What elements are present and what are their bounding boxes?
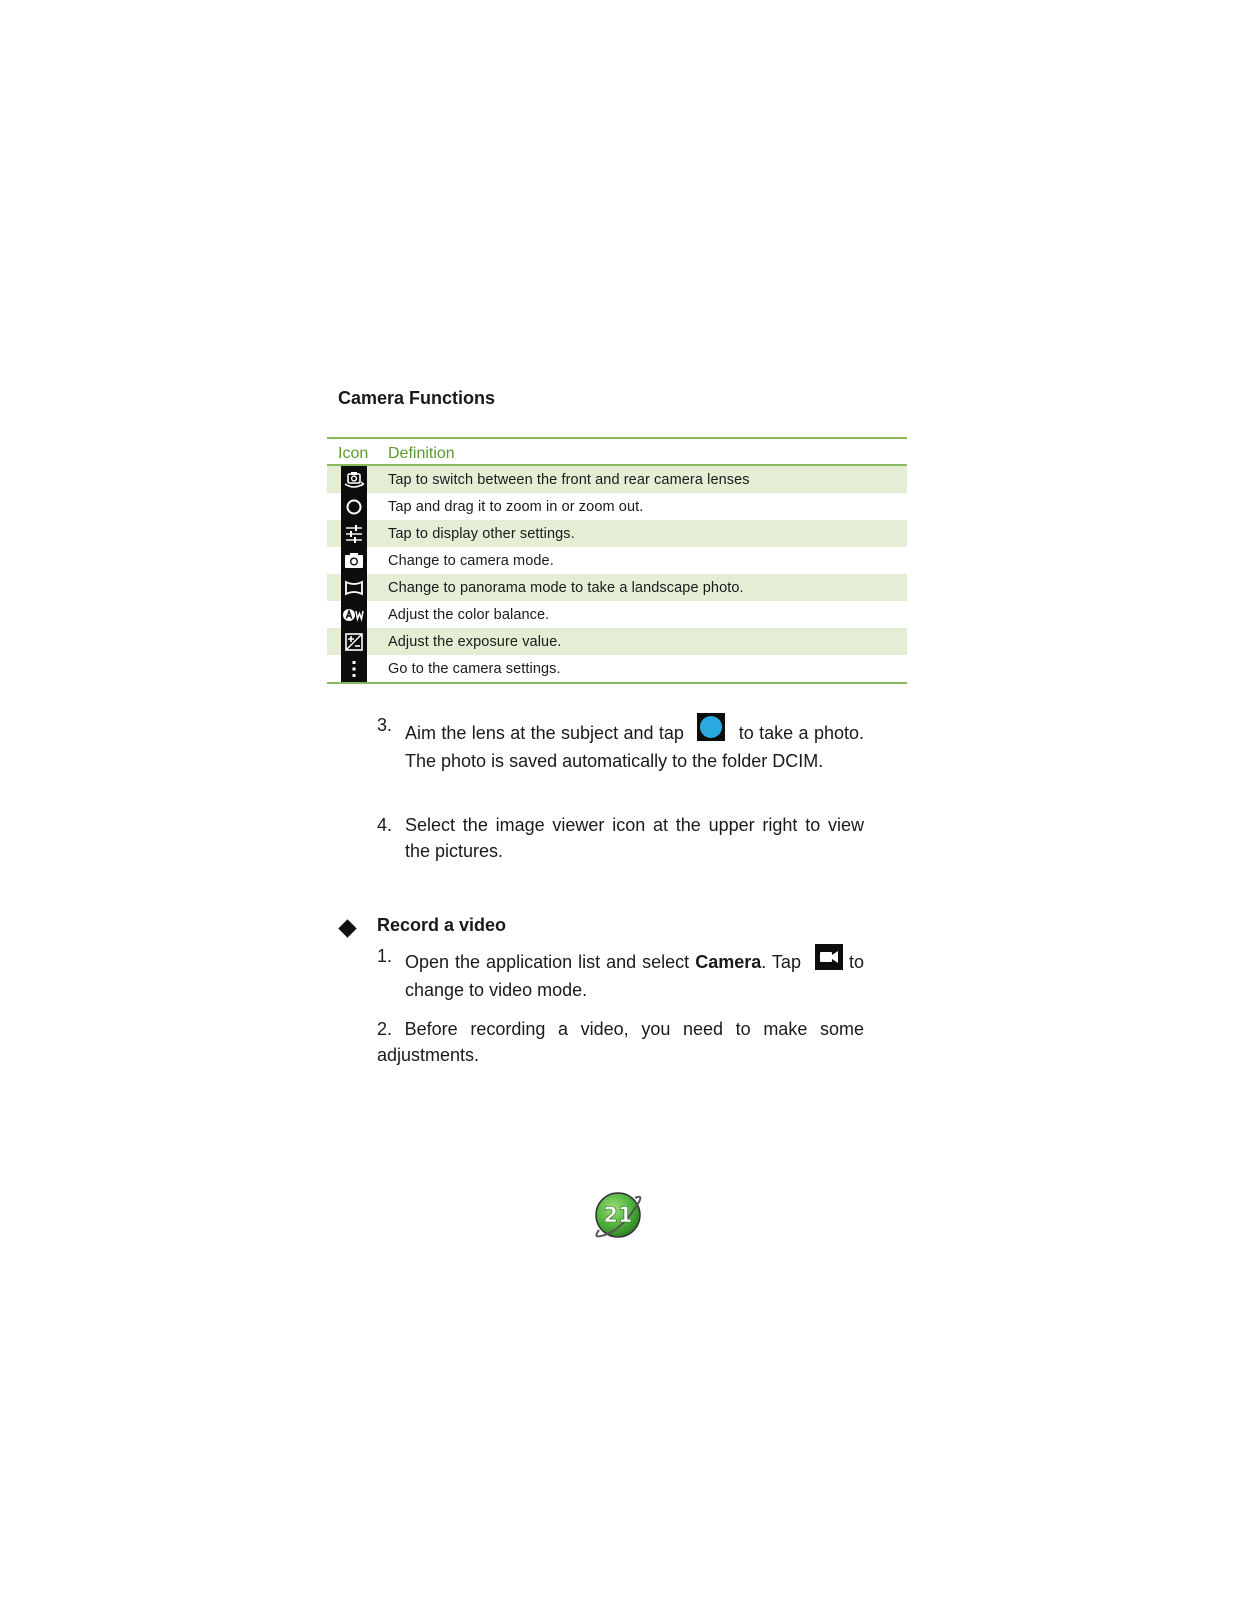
step-4 — [377, 813, 864, 864]
step-text: Select the image viewer icon at the upper right to view the pictures. — [405, 815, 864, 861]
white-balance-icon — [341, 601, 367, 628]
page-number-badge — [591, 1188, 645, 1247]
switch-camera-icon — [341, 466, 367, 493]
more-options-icon — [341, 655, 367, 682]
exposure-icon — [341, 628, 367, 655]
definition-text: Adjust the exposure value. — [388, 633, 562, 650]
header-definition: Definition — [388, 445, 455, 462]
record-step-2 — [377, 1017, 864, 1068]
zoom-ring-icon — [341, 493, 367, 520]
step-number: 4. — [377, 815, 393, 835]
header-icon: Icon — [338, 445, 369, 462]
camera-app-name: Camera — [695, 952, 762, 972]
camera-mode-icon — [341, 547, 367, 574]
step-text-mid: . Tap — [761, 952, 801, 972]
section-title: Camera Functions — [338, 388, 496, 408]
step-text-before: Open the application list and select — [405, 952, 690, 972]
page-number: 21 — [603, 1203, 633, 1227]
diamond-bullet-icon — [338, 919, 356, 937]
definition-text: Tap to display other settings. — [388, 525, 575, 542]
record-video-title: Record a video — [377, 915, 507, 935]
settings-sliders-icon — [341, 520, 367, 547]
camera-functions-table — [327, 437, 907, 684]
shutter-button-icon — [697, 713, 725, 749]
step-text: Before recording a video, you need to make some adjustments. — [377, 1019, 864, 1065]
table-row — [327, 493, 907, 520]
step-text-after: to change to video mode. — [405, 952, 864, 1000]
table-row — [327, 574, 907, 601]
record-step-1 — [377, 944, 864, 1003]
definition-text: Tap to switch between the front and rear camera lenses — [388, 471, 750, 488]
table-row — [327, 628, 907, 655]
step-text-before: Aim the lens at the subject and tap — [405, 723, 684, 743]
definition-text: Adjust the color balance. — [388, 606, 550, 623]
table-row — [327, 466, 907, 493]
video-mode-icon — [815, 944, 843, 978]
step-text-after: to take a photo. The photo is saved automatically to the folder DCIM. — [405, 723, 865, 771]
step-number: 1. — [377, 946, 393, 966]
step-number: 3. — [377, 715, 393, 735]
table-row — [327, 601, 907, 628]
table-row — [327, 655, 907, 682]
table-header — [327, 439, 907, 466]
definition-text: Change to panorama mode to take a landscape photo. — [388, 579, 744, 596]
step-3 — [377, 713, 864, 774]
definition-text: Change to camera mode. — [388, 552, 554, 569]
table-row — [327, 547, 907, 574]
table-row — [327, 520, 907, 547]
panorama-icon — [341, 574, 367, 601]
definition-text: Tap and drag it to zoom in or zoom out. — [388, 498, 644, 515]
definition-text: Go to the camera settings. — [388, 660, 561, 677]
step-number: 2. — [377, 1019, 393, 1039]
